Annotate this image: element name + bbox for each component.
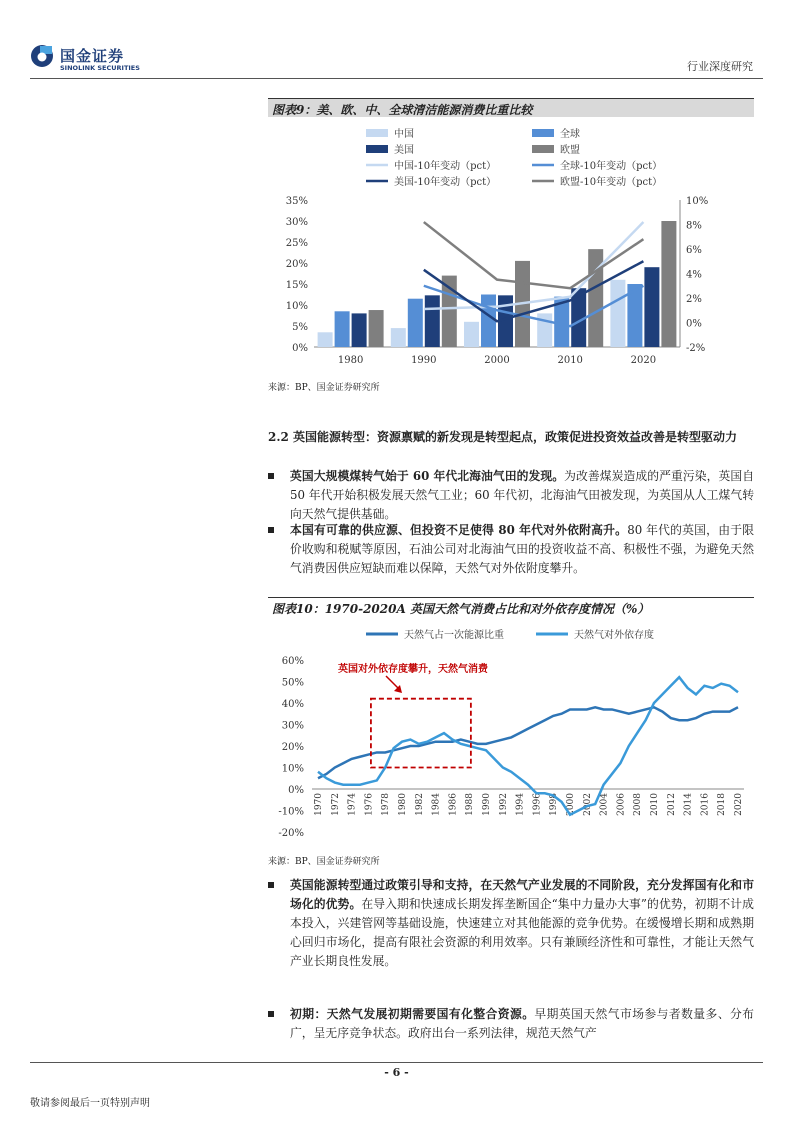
- annotation-box: [371, 699, 471, 768]
- bar: [464, 322, 479, 347]
- y-tick-label: 0%: [292, 343, 308, 354]
- bar: [408, 299, 423, 347]
- bar: [661, 221, 676, 347]
- x-tick-label: 2004: [599, 793, 610, 816]
- bullet-body: 在导入期和快速成长期发挥垄断国企“集中力量办大事”的优势，初期不计成本投入，兴建管网等基础设施，快速建立对其他能源的竞争优势。在缓慢增长期和成熟期心回归市场化，提高有限社会资源的利用效率。只有兼顾经济性和可靠性，才能让天然气产业长期良性发展。: [290, 897, 754, 968]
- bullet-square-icon: [268, 473, 274, 479]
- figure9-source: 来源：BP、国金证券研究所: [268, 383, 380, 393]
- bullet-item: [268, 1005, 754, 1045]
- disclaimer-note: 敬请参阅最后一页特别声明: [30, 1098, 150, 1109]
- bullet-body: 早期英国天然气市场参与者数量多、分布广，呈无序竞争状态。政府出台一系列法律，规范天然气产: [290, 1007, 754, 1040]
- y-tick-label: 0%: [288, 785, 304, 796]
- figure9-title-bar: [268, 98, 754, 117]
- bullet-item: [268, 467, 754, 525]
- bullet-text: [290, 467, 754, 524]
- bar: [481, 295, 496, 348]
- report-type: 行业深度研究: [687, 60, 753, 73]
- bullet-item: [268, 876, 754, 976]
- legend-label: 欧盟-10年变动（pct）: [560, 177, 663, 188]
- y-tick-label: 35%: [285, 196, 308, 207]
- bar: [318, 332, 333, 347]
- y2-tick-label: -2%: [686, 343, 706, 354]
- x-tick-label: 2016: [700, 793, 711, 816]
- x-tick-label: 1986: [448, 793, 459, 816]
- y2-tick-label: 6%: [686, 245, 702, 256]
- bullet-square-icon: [268, 527, 274, 533]
- bullet-text: [290, 876, 754, 971]
- x-tick-label: 1974: [347, 793, 358, 816]
- legend-label: 美国-10年变动（pct）: [394, 177, 497, 188]
- legend-swatch: [532, 145, 554, 153]
- x-tick-label: 1980: [337, 355, 364, 366]
- figure10-title-bar: [268, 597, 754, 616]
- x-tick-label: 2000: [566, 793, 576, 816]
- y-tick-label: 15%: [285, 280, 308, 291]
- logo-text: 国金证券: [60, 47, 125, 65]
- y-tick-label: -20%: [278, 828, 304, 839]
- x-tick-label: 1978: [381, 793, 392, 816]
- legend-label: 欧盟: [560, 145, 580, 156]
- x-tick-label: 2010: [650, 793, 660, 816]
- figure10-chart: [268, 616, 754, 848]
- y2-tick-label: 4%: [686, 269, 702, 281]
- bullet-lead: 本国有可靠的供应源、但投资不足使得 80 年代对外依附高升。: [290, 523, 628, 537]
- x-tick-label: 1970: [314, 793, 324, 816]
- bar: [352, 313, 367, 347]
- legend-label: 天然气占一次能源比重: [404, 630, 504, 641]
- x-tick-label: 2006: [616, 793, 627, 816]
- logo-subtext: SINOLINK SECURITIES: [60, 64, 140, 72]
- y-tick-label: 10%: [281, 763, 304, 775]
- bullet-body: 80 年代的英国，由于限价收购和税赋等原因，石油公司对北海油气田的投资收益不高、积极性不强，为避免天然气消费因供应短缺而难以保障，天然气对外依附度攀升。: [290, 523, 754, 575]
- x-tick-label: 1992: [498, 793, 509, 816]
- legend-swatch: [532, 129, 554, 137]
- y2-tick-label: 8%: [686, 220, 702, 232]
- x-tick-label: 1984: [431, 793, 442, 816]
- y-tick-label: 40%: [281, 699, 304, 710]
- legend-label: 中国: [394, 129, 414, 140]
- x-tick-label: 2018: [717, 793, 728, 816]
- bar: [391, 328, 406, 347]
- x-tick-label: 2014: [683, 793, 694, 816]
- bullet-lead: 英国能源转型通过政策引导和支持，在天然气产业发展的不同阶段，充分发挥国有化和市场化的优势。: [290, 878, 754, 911]
- bullet-text: [290, 1005, 754, 1043]
- legend-swatch: [366, 145, 388, 153]
- y2-tick-label: 2%: [686, 294, 702, 305]
- y-tick-label: 50%: [281, 677, 304, 689]
- x-tick-label: 1996: [532, 793, 543, 816]
- figure9-title: 图表9：美、欧、中、全球清洁能源消费比重比较: [272, 103, 533, 117]
- y-tick-label: 60%: [281, 656, 304, 667]
- page-number: - 6 -: [384, 1066, 409, 1079]
- x-tick-label: 1998: [549, 793, 560, 816]
- x-tick-label: 1980: [398, 793, 408, 816]
- y-tick-label: 20%: [281, 742, 304, 753]
- y-tick-label: 20%: [285, 259, 308, 270]
- legend-label: 中国-10年变动（pct）: [394, 161, 497, 172]
- x-tick-label: 1988: [465, 793, 476, 816]
- x-tick-label: 2020: [734, 793, 744, 816]
- x-tick-label: 2010: [557, 355, 583, 366]
- x-tick-label: 2008: [633, 793, 644, 816]
- bullet-text: [290, 521, 754, 578]
- bullet-item: [268, 521, 754, 599]
- bullet-body: 为改善煤炭造成的严重污染，英国自 50 年代开始积极发展天然气工业；60 年代初，北海油气田被发现，为英国从人工煤气转向天然气提供基础。: [290, 469, 754, 521]
- legend-label: 美国: [394, 145, 414, 156]
- legend-label: 天然气对外依存度: [574, 630, 654, 641]
- bullet-lead: 英国大规模煤转气始于 60 年代北海油气田的发现。: [290, 469, 565, 483]
- x-tick-label: 1972: [330, 793, 341, 816]
- x-tick-label: 2000: [484, 355, 510, 366]
- footer-divider: [30, 1062, 763, 1063]
- bullet-lead: 初期：天然气发展初期需要国有化整合资源。: [290, 1007, 535, 1021]
- y2-tick-label: 0%: [686, 318, 702, 330]
- legend-label: 全球: [560, 129, 580, 140]
- bar: [425, 295, 440, 347]
- x-tick-label: 1976: [364, 793, 375, 816]
- x-tick-label: 1990: [482, 793, 492, 816]
- y-tick-label: 25%: [285, 238, 308, 249]
- header-divider: [30, 78, 763, 79]
- annotation-label: 英国对外依存度攀升，天然气消费: [338, 664, 488, 675]
- bar: [644, 267, 659, 347]
- bar: [610, 280, 625, 347]
- y-tick-label: 10%: [285, 301, 308, 312]
- bullet-square-icon: [268, 882, 274, 888]
- x-tick-label: 1982: [414, 793, 425, 816]
- y-tick-label: 30%: [281, 720, 304, 732]
- bar: [335, 311, 350, 347]
- x-tick-label: 1990: [411, 355, 437, 366]
- y-tick-label: 30%: [285, 217, 308, 228]
- y2-tick-label: 10%: [686, 196, 709, 207]
- figure10-source: 来源：BP、国金证券研究所: [268, 857, 380, 867]
- legend-swatch: [366, 129, 388, 137]
- section-heading: 2.2 英国能源转型：资源禀赋的新发现是转型起点，政策促进投资效益改善是转型驱动力: [268, 430, 738, 444]
- figure9-chart: [268, 118, 754, 376]
- x-tick-label: 2012: [666, 793, 677, 816]
- legend-label: 全球-10年变动（pct）: [560, 161, 663, 172]
- bar: [369, 310, 384, 347]
- y-tick-label: -10%: [278, 806, 304, 818]
- x-tick-label: 2002: [582, 793, 593, 816]
- figure10-title: 图表10：1970-2020A 英国天然气消费占比和对外依存度情况（%）: [272, 602, 650, 616]
- x-tick-label: 1994: [515, 793, 526, 816]
- y-tick-label: 5%: [292, 322, 308, 333]
- logo-icon: [30, 44, 54, 68]
- x-tick-label: 2020: [630, 355, 657, 366]
- bullet-square-icon: [268, 1011, 274, 1017]
